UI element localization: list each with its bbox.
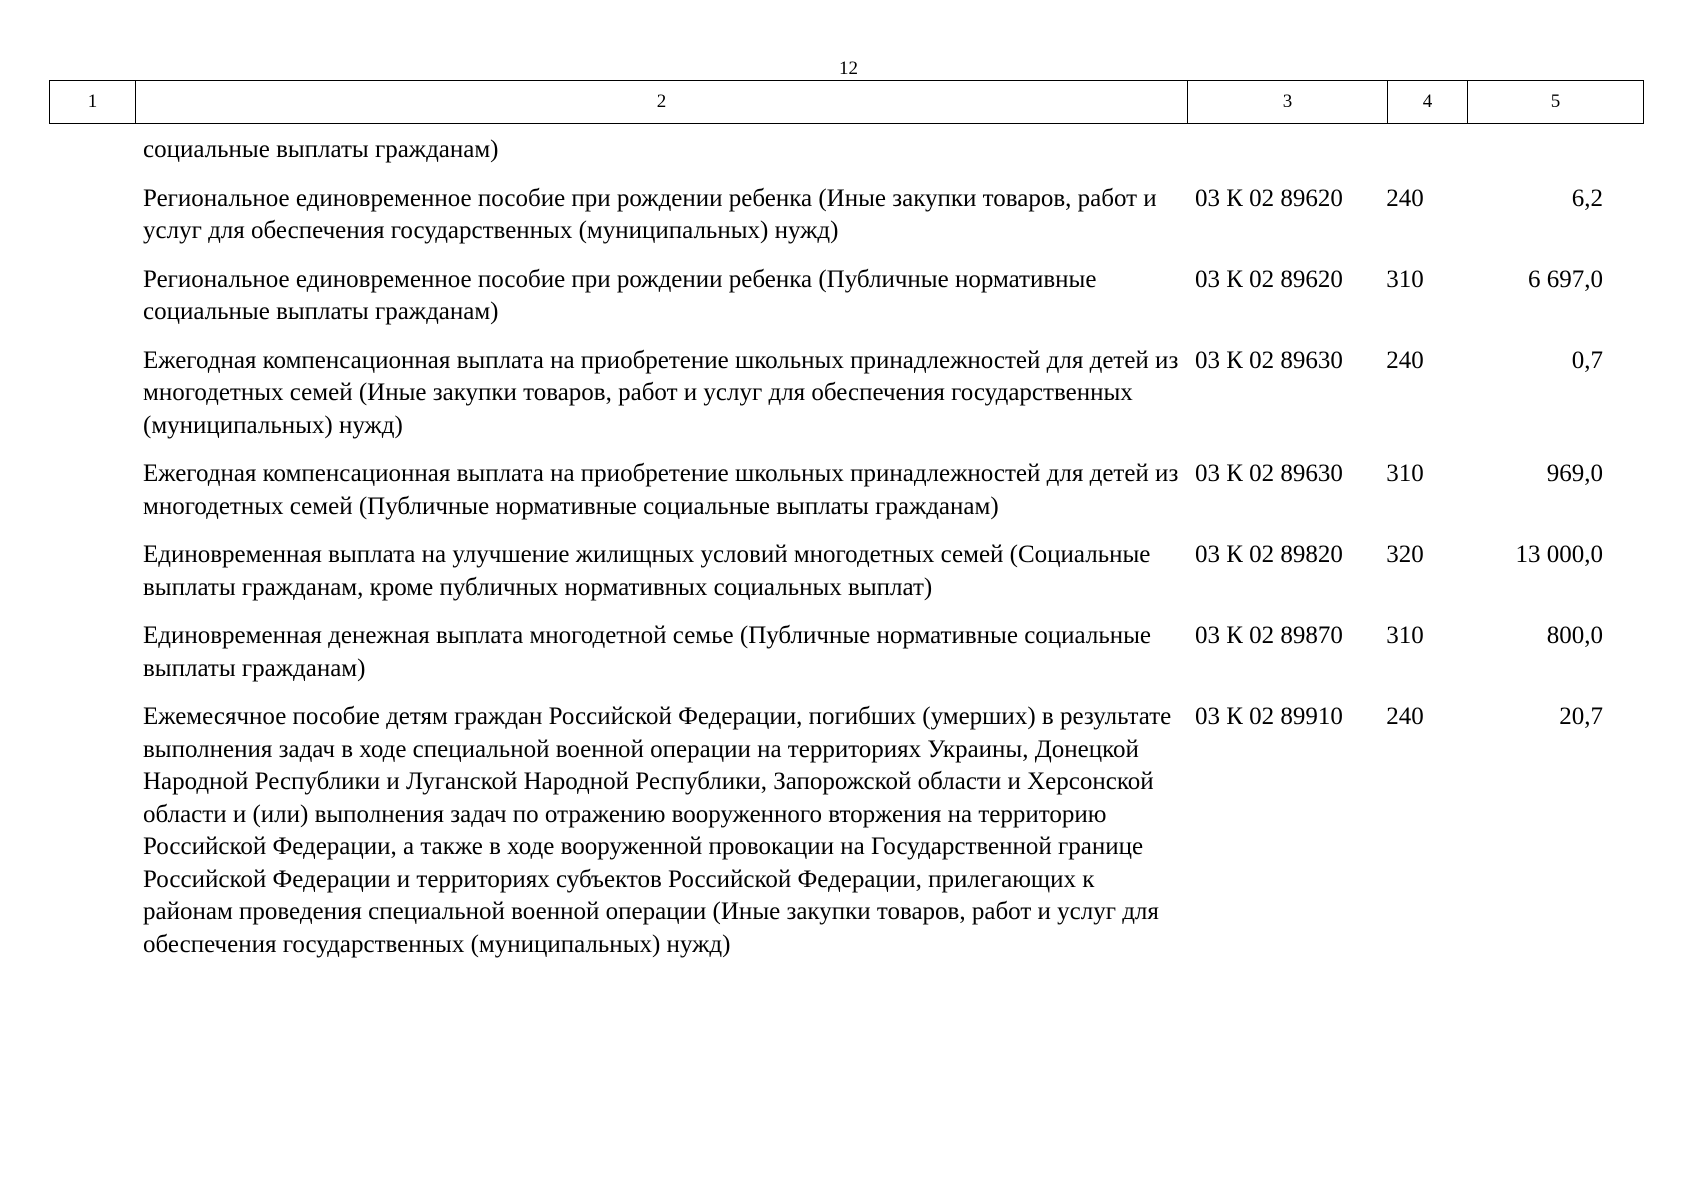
budget-row xyxy=(0,620,1697,685)
row-amount: 6,2 xyxy=(1571,184,1603,212)
row-expense-type: 310 xyxy=(1386,460,1424,487)
budget-row xyxy=(0,458,1697,523)
column-header-5: 5 xyxy=(1468,81,1644,124)
row-target-code: 03 К 02 89910 xyxy=(1195,703,1343,730)
row-target-code: 03 К 02 89630 xyxy=(1195,460,1343,487)
row-expense-type: 240 xyxy=(1386,703,1424,730)
column-header-2: 2 xyxy=(136,81,1188,124)
column-number-row xyxy=(50,81,1644,124)
row-expense-type: 310 xyxy=(1386,265,1424,293)
row-amount: 0,7 xyxy=(1571,346,1603,374)
row-expense-type: 240 xyxy=(1386,184,1424,212)
row-description: Единовременная денежная выплата многодетной семье (Публичные нормативные социальные выплаты гражданам) xyxy=(143,622,1152,682)
budget-row xyxy=(0,264,1697,329)
row-description: Региональное единовременное пособие при рождении ребенка (Публичные нормативные социальные выплаты гражданам) xyxy=(143,265,1097,325)
row-description: Ежегодная компенсационная выплата на приобретение школьных принадлежностей для детей из многодетных семей (Иные закупки товаров, работ и услуг для обеспечения государственных (муниципальных) нужд) xyxy=(143,346,1179,439)
row-target-code: 03 К 02 89620 xyxy=(1195,184,1343,212)
budget-row xyxy=(0,539,1697,604)
budget-row xyxy=(0,701,1697,961)
row-description: Региональное единовременное пособие при рождении ребенка (Иные закупки товаров, работ и услуг для обеспечения государственных (муниципальных) нужд) xyxy=(143,184,1157,244)
column-header-3: 3 xyxy=(1188,81,1388,124)
row-description: Ежегодная компенсационная выплата на приобретение школьных принадлежностей для детей из многодетных семей (Публичные нормативные социальные выплаты гражданам) xyxy=(143,460,1179,520)
row-description: Единовременная выплата на улучшение жилищных условий многодетных семей (Социальные выплаты гражданам, кроме публичных нормативных социальных выплат) xyxy=(143,541,1151,601)
row-expense-type: 320 xyxy=(1386,541,1424,568)
row-target-code: 03 К 02 89870 xyxy=(1195,622,1343,649)
row-amount: 969,0 xyxy=(1546,460,1603,487)
row-expense-type: 240 xyxy=(1386,346,1424,374)
page-number: 12 xyxy=(839,58,858,79)
column-number-header xyxy=(49,80,1644,124)
row-description: Ежемесячное пособие детям граждан Российской Федерации, погибших (умерших) в результате выполнения задач в ходе специальной военной операции на территориях Украины, Донецкой Народной Республики и Луганской Народной Республики, Запорожской области и Херсонской области и (или) выполнения задач по отражению вооруженного вторжения на территорию Российской Федерации, а также в ходе вооруженной провокации на Государственной границе Российской Федерации и территориях субъектов Российской Федерации, прилегающих к районам проведения специальной военной операции (Иные закупки товаров, работ и услуг для обеспечения государственных (муниципальных) нужд) xyxy=(143,703,1172,958)
budget-row xyxy=(0,345,1697,443)
row-target-code: 03 К 02 89630 xyxy=(1195,346,1343,374)
row-amount: 800,0 xyxy=(1546,622,1603,649)
budget-row xyxy=(0,183,1697,248)
row-expense-type: 310 xyxy=(1386,622,1424,649)
column-header-1: 1 xyxy=(50,81,136,124)
budget-rows xyxy=(0,134,1697,977)
column-header-4: 4 xyxy=(1388,81,1468,124)
row-target-code: 03 К 02 89820 xyxy=(1195,541,1343,568)
row-description: социальные выплаты гражданам) xyxy=(143,136,499,163)
row-amount: 6 697,0 xyxy=(1528,265,1603,293)
row-amount: 20,7 xyxy=(1559,703,1603,730)
budget-row xyxy=(0,134,1697,167)
row-amount: 13 000,0 xyxy=(1515,541,1603,568)
row-target-code: 03 К 02 89620 xyxy=(1195,265,1343,293)
